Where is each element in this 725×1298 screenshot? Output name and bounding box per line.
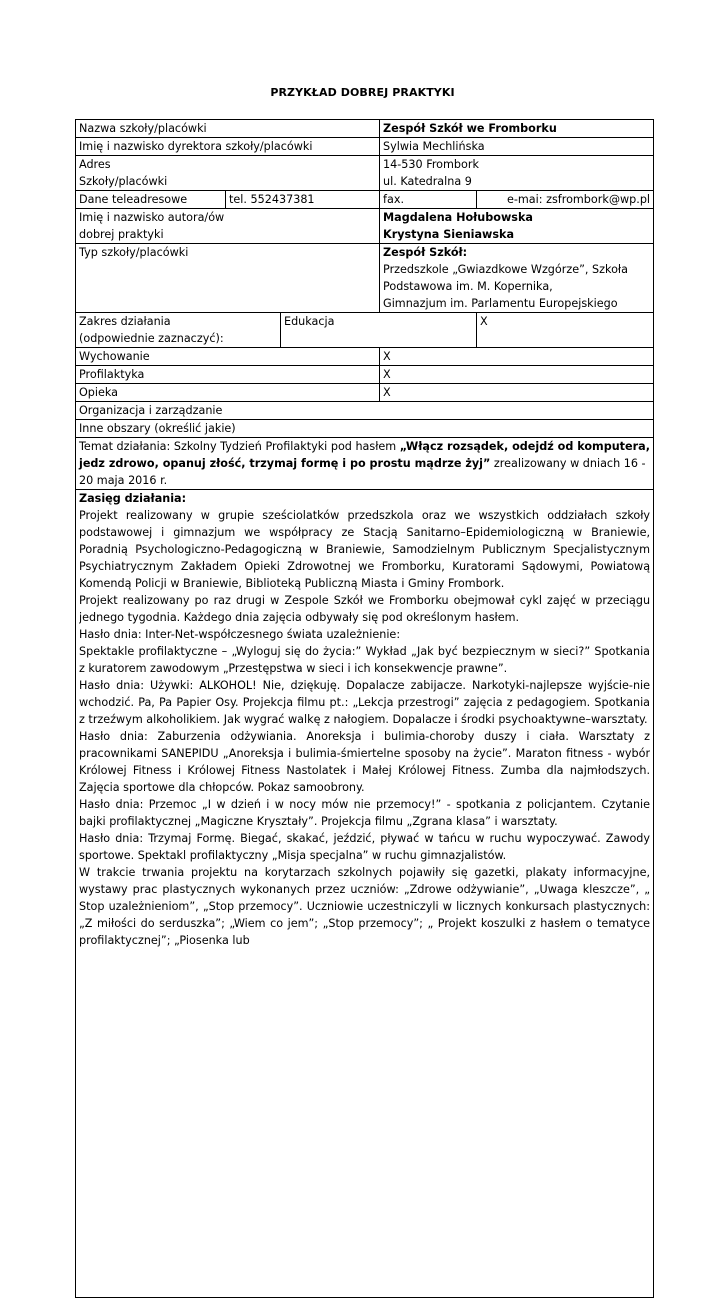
row-scope bbox=[76, 313, 654, 348]
school-type-line1: Przedszkole „Gwiazdkowe Wzgórze”, Szkoła bbox=[383, 263, 628, 276]
contact-email: e-mai: zsfrombork@wp.pl bbox=[477, 191, 654, 209]
row-director bbox=[76, 138, 654, 156]
topic-suffix: zrealizowany w dniach 16 - 20 maja 2016 r. bbox=[79, 457, 646, 487]
range-paragraph: W trakcie trwania projektu na korytarzach szkolnych pojawiły się gazetki, plakaty informacyjne, wystawy prac plastycznych wykonanych przez uczniów: „Zdrowe odżywianie”, „Uwaga kleszcze”, „ Stop uzależnieniom”, „Stop przemocy”. Uczniowie uczestniczyli w licznych konkursach plastycznych: „Z miłości do serduszka”; „Wiem co jem”; „Stop przemocy”; „ Projekt koszulki z hasłem o tematyce profilaktycznej”; „Piosenka lub bbox=[79, 866, 651, 947]
topic-cell bbox=[76, 438, 654, 490]
scope-label-line2: (odpowiednie zaznaczyć): bbox=[79, 332, 224, 345]
school-type-line2: Podstawowa im. M. Kopernika, bbox=[383, 280, 553, 293]
row-prophylaxis bbox=[76, 366, 654, 384]
address-value-line2: ul. Katedralna 9 bbox=[383, 175, 472, 188]
row-organization bbox=[76, 402, 654, 420]
care-label: Opieka bbox=[76, 384, 380, 402]
upbringing-label: Wychowanie bbox=[76, 348, 380, 366]
topic-slogan: „Włącz rozsądek, odejdź od komputera, jedz zdrowo, opanuj złość, trzymaj formę i po prostu mądrze żyj” bbox=[79, 440, 650, 470]
scope-label-line1: Zakres działania bbox=[79, 315, 171, 328]
author-label-line2: dobrej praktyki bbox=[79, 228, 164, 241]
row-other bbox=[76, 420, 654, 438]
row-topic bbox=[76, 438, 654, 490]
address-label-line2: Szkoły/placówki bbox=[79, 175, 168, 188]
school-type-label: Typ szkoły/placówki bbox=[76, 244, 380, 313]
school-name-label: Nazwa szkoły/placówki bbox=[76, 120, 380, 138]
row-school-type bbox=[76, 244, 654, 313]
row-contact bbox=[76, 191, 654, 209]
prophylaxis-label: Profilaktyka bbox=[76, 366, 380, 384]
range-paragraph: Hasło dnia: Zaburzenia odżywiania. Anoreksja i bulimia-choroby duszy i ciała. Warsztaty z pracownikami SANEPIDU „Anoreksja i bulimia-śmiertelne sposoby na życie”. Maraton fitness - wybór Królowej Fitness i Królowej Fitness Nastolatek i Małej Królowej Fitness. Zumba dla najmłodszych. Zajęcia sportowe dla chłopców. Pokaz samoobrony. bbox=[79, 730, 651, 794]
address-label-line1: Adres bbox=[79, 158, 111, 171]
contact-fax: fax. bbox=[380, 191, 477, 209]
range-paragraph: Hasło dnia: Inter-Net-współczesnego świata uzależnienie: bbox=[79, 628, 401, 641]
range-paragraph: Projekt realizowany po raz drugi w Zespole Szkół we Fromborku obejmował cykl zajęć w przeciągu jednego tygodnia. Każdego dnia zajęcia odbywały się pod określonym hasłem. bbox=[79, 594, 651, 624]
scope-education-mark: X bbox=[477, 313, 654, 348]
contact-label: Dane teleadresowe bbox=[76, 191, 226, 209]
range-paragraph: Hasło dnia: Przemoc „I w dzień i w nocy mów nie przemocy!” - spotkania z policjantem. Czytanie bajki profilaktycznej „Magiczne Kryształy”. Projekcja filmu „Zgrana klasa” i warsztaty. bbox=[79, 798, 651, 828]
scope-education-label: Edukacja bbox=[281, 313, 477, 348]
director-value: Sylwia Mechlińska bbox=[380, 138, 654, 156]
range-paragraph: Hasło dnia: Używki: ALKOHOL! Nie, dziękuję. Dopalacze zabijacze. Narkotyki-najlepsze wyjście-nie wchodzić. Pa, Pa Papier Osy. Projekcja filmu pt.: „Lekcja przestrogi” zajęcia z pedagogiem. Spotkania z trzeźwym alkoholikiem. Jak wygrać walkę z nałogiem. Dopalacze i środki psychoaktywne–warsztaty. bbox=[79, 679, 651, 726]
other-label: Inne obszary (określić jakie) bbox=[76, 420, 654, 438]
school-type-heading: Zespół Szkół: bbox=[383, 246, 468, 259]
row-school-name bbox=[76, 120, 654, 138]
topic-prefix: Temat działania: Szkolny Tydzień Profilaktyki pod hasłem bbox=[79, 440, 400, 453]
director-label: Imię i nazwisko dyrektora szkoły/placówki bbox=[76, 138, 380, 156]
row-address bbox=[76, 156, 654, 191]
row-care bbox=[76, 384, 654, 402]
author-value bbox=[380, 209, 654, 244]
upbringing-mark: X bbox=[380, 348, 654, 366]
good-practice-form bbox=[75, 119, 654, 1298]
range-heading: Zasięg działania: bbox=[79, 492, 187, 505]
row-range bbox=[76, 490, 654, 1298]
range-paragraph: Spektakle profilaktyczne – „Wyloguj się do życia:” Wykład „Jak być bezpiecznym w sieci?” Spotkania z kuratorem zawodowym „Przestępstwa w sieci i ich konsekwencje prawne”. bbox=[79, 645, 651, 675]
prophylaxis-mark: X bbox=[380, 366, 654, 384]
range-cell bbox=[76, 490, 654, 1298]
document-title: PRZYKŁAD DOBREJ PRAKTYKI bbox=[270, 86, 455, 99]
scope-label bbox=[76, 313, 281, 348]
row-upbringing bbox=[76, 348, 654, 366]
care-mark: X bbox=[380, 384, 654, 402]
address-value bbox=[380, 156, 654, 191]
author-value-line2: Krystyna Sieniawska bbox=[383, 228, 515, 241]
range-paragraph: Hasło dnia: Trzymaj Formę. Biegać, skakać, jeździć, pływać w tańcu w ruchu wypoczywać. Zawody sportowe. Spektakl profilaktyczny „Misja specjalna” w ruchu gimnazjalistów. bbox=[79, 832, 651, 862]
school-type-line3: Gimnazjum im. Parlamentu Europejskiego bbox=[383, 297, 618, 310]
address-value-line1: 14-530 Frombork bbox=[383, 158, 479, 171]
author-label-line1: Imię i nazwisko autora/ów bbox=[79, 211, 225, 224]
author-value-line1: Magdalena Hołubowska bbox=[383, 211, 533, 224]
range-paragraph: Projekt realizowany w grupie sześciolatków przedszkola oraz we wszystkich oddziałach szkoły podstawowej i gimnazjum we współpracy ze Stacją Sanitarno–Epidemiologiczną w Braniewie, Poradnią Psychologiczno-Pedagogiczną w Braniewie, Samodzielnym Publicznym Specjalistycznym Psychiatrycznym Zakładem Opieki Zdrowotnej we Fromborku, Kuratorami Sądowymi, Powiatową Komendą Policji w Braniewie, Biblioteką Publiczną Miasta i Gminy Frombork. bbox=[79, 509, 651, 590]
address-label bbox=[76, 156, 380, 191]
school-name-value: Zespół Szkół we Fromborku bbox=[380, 120, 654, 138]
author-label bbox=[76, 209, 380, 244]
row-author bbox=[76, 209, 654, 244]
contact-phone: tel. 552437381 bbox=[226, 191, 380, 209]
organization-label: Organizacja i zarządzanie bbox=[76, 402, 654, 420]
school-type-value bbox=[380, 244, 654, 313]
